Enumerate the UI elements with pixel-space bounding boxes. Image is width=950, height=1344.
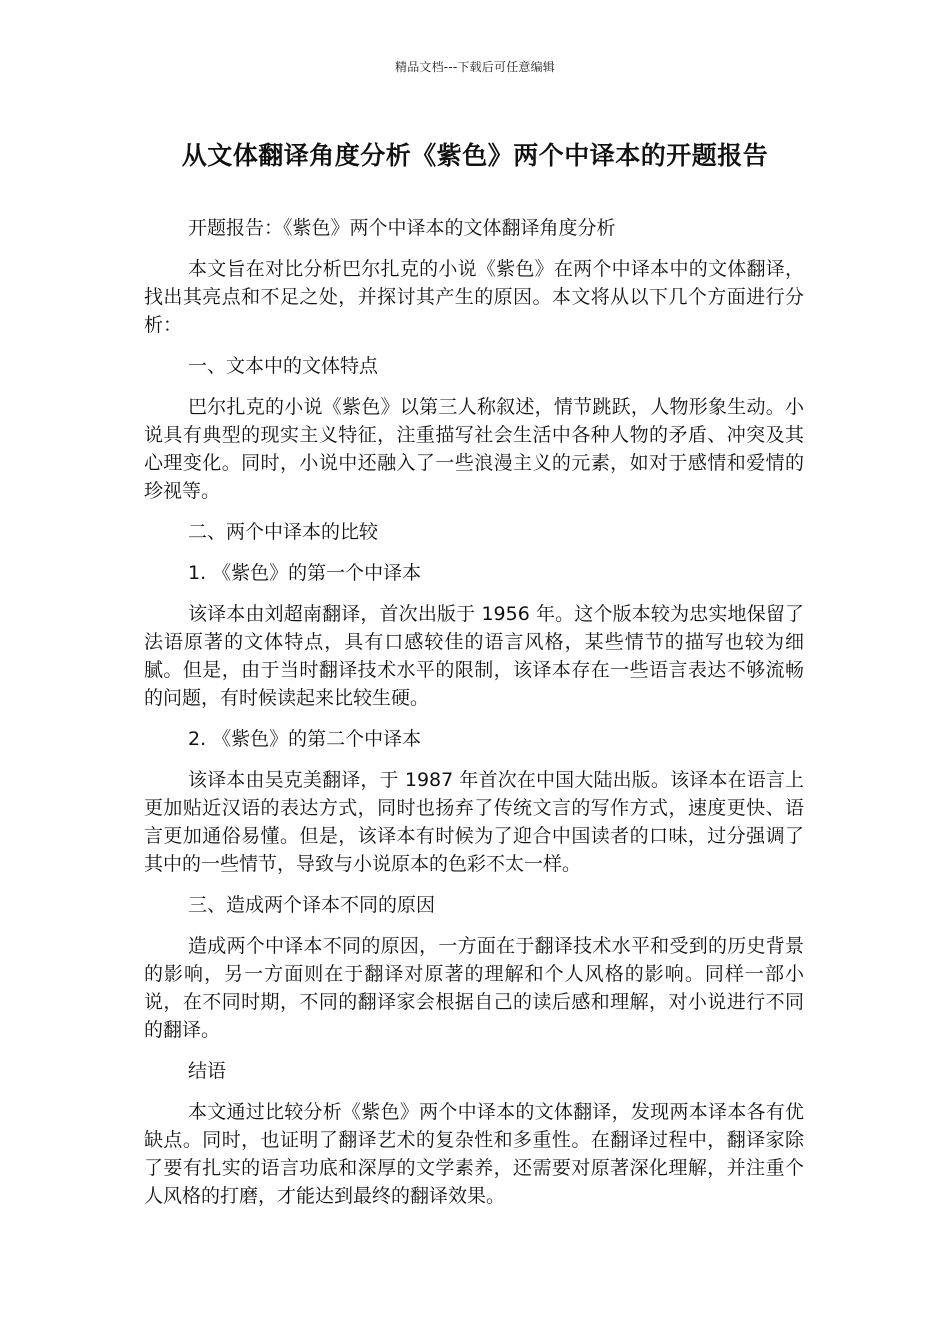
- paragraph-reasons: 造成两个中译本不同的原因，一方面在于翻译技术水平和受到的历史背景的影响，另一方面则在于翻译对原著的理解和个人风格的影响。同样一部小说，在不同时期，不同的翻译家会根据自己的读后感和理解，对小说进行不同的翻译。: [144, 935, 804, 1041]
- subsection-heading-second-translation: 2. 《紫色》的第二个中译本: [188, 728, 422, 750]
- section-heading-comparison: 二、两个中译本的比较: [188, 521, 379, 543]
- header-note: 精品文档---下载后可任意编辑: [395, 60, 555, 74]
- section-heading-style-features: 一、文本中的文体特点: [188, 355, 379, 377]
- paragraph-style-features: 巴尔扎克的小说《紫色》以第三人称叙述，情节跳跃，人物形象生动。小说具有典型的现实主义特征，注重描写社会生活中各种人物的矛盾、冲突及其心理变化。同时，小说中还融入了一些浪漫主义的元素，如对于感情和爱情的珍视等。: [144, 396, 804, 502]
- paragraph-second-translation: 该译本由吴克美翻译，于 1987 年首次在中国大陆出版。该译本在语言上更加贴近汉语的表达方式，同时也扬弃了传统文言的写作方式，速度更快、语言更加通俗易懂。但是，该译本有时候为了迎合中国读者的口味，过分强调了其中的一些情节，导致与小说原本的色彩不太一样。: [144, 769, 804, 875]
- document-body: [144, 214, 804, 1223]
- paragraph-conclusion: 本文通过比较分析《紫色》两个中译本的文体翻译，发现两本译本各有优缺点。同时，也证明了翻译艺术的复杂性和多重性。在翻译过程中，翻译家除了要有扎实的语言功底和深厚的文学素养，还需要对原著深化理解，并注重个人风格的打磨，才能达到最终的翻译效果。: [144, 1101, 804, 1207]
- subsection-heading-first-translation: 1. 《紫色》的第一个中译本: [188, 562, 422, 584]
- document-title: 从文体翻译角度分析《紫色》两个中译本的开题报告: [181, 141, 769, 170]
- paragraph-intro-heading: 开题报告：《紫色》两个中译本的文体翻译角度分析: [188, 217, 616, 239]
- section-heading-conclusion: 结语: [188, 1060, 227, 1082]
- paragraph-first-translation: 该译本由刘超南翻译，首次出版于 1956 年。这个版本较为忠实地保留了法语原著的文体特点，具有口感较佳的语言风格，某些情节的描写也较为细腻。但是，由于当时翻译技术水平的限制，该译本存在一些语言表达不够流畅的问题，有时候读起来比较生硬。: [144, 603, 804, 709]
- section-heading-reasons: 三、造成两个译本不同的原因: [188, 894, 436, 916]
- paragraph-purpose: 本文旨在对比分析巴尔扎克的小说《紫色》在两个中译本中的文体翻译，找出其亮点和不足之处，并探讨其产生的原因。本文将从以下几个方面进行分析：: [144, 258, 804, 336]
